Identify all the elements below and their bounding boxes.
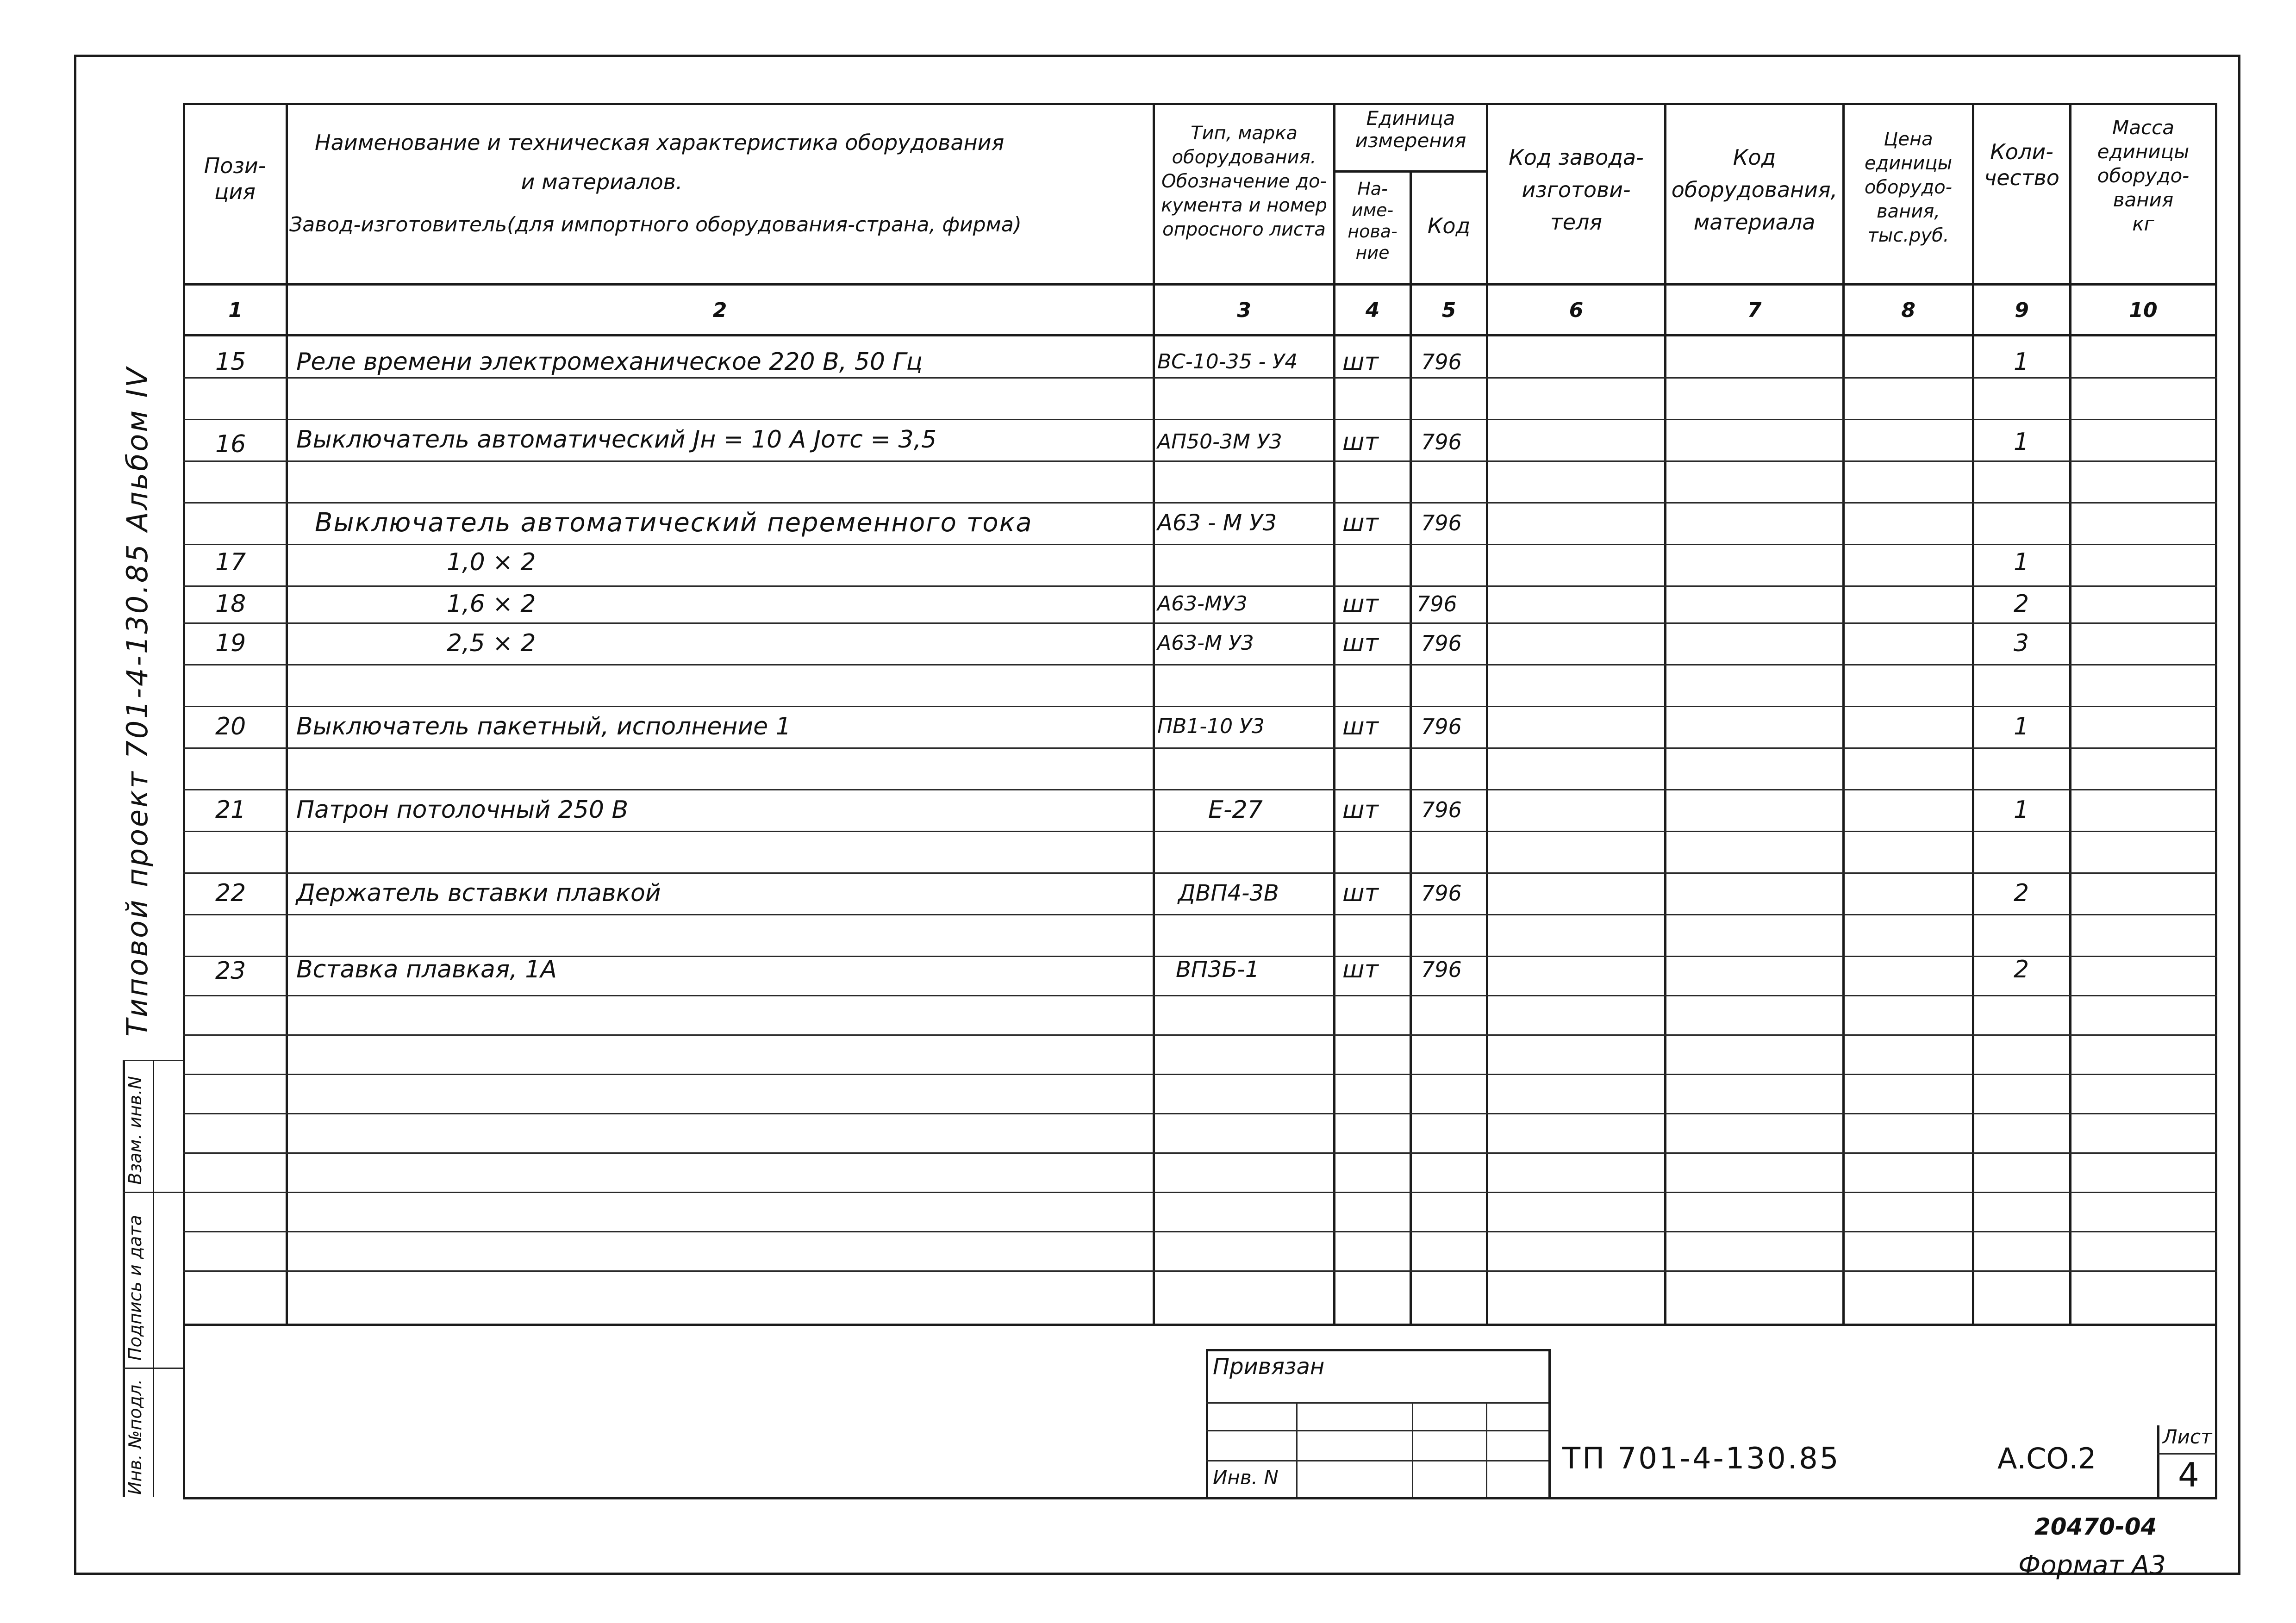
row-name: Выключатель автоматический переменного тока — [315, 508, 1033, 538]
row-type: А63-МУ3 — [1157, 592, 1248, 616]
row-position: 15 — [215, 348, 246, 376]
row-qty: 1 — [2014, 348, 2029, 376]
row-qty: 1 — [2014, 713, 2029, 740]
row-code: 796 — [1421, 510, 1462, 535]
row-name: Выключатель автоматический Jн = 10 А Jотс = 3,5 — [296, 426, 937, 454]
row-position: 20 — [215, 713, 246, 740]
row-qty: 3 — [2014, 629, 2029, 657]
row-code: 796 — [1421, 349, 1462, 374]
row-name: Выключатель пакетный, исполнение 1 — [296, 713, 791, 740]
header-position: Пози- ция — [204, 153, 266, 204]
row-code: 796 — [1421, 797, 1462, 822]
row-code: 796 — [1421, 957, 1462, 982]
colnum-7: 7 — [1747, 298, 1762, 322]
colnum-8: 8 — [1901, 298, 1915, 322]
stamp-project-code: ТП 701-4-130.85 — [1562, 1442, 1841, 1476]
header-price: Цена единицы оборудо- вания, тыс.руб. — [1864, 129, 1953, 246]
row-unit: шт — [1342, 713, 1379, 740]
stamp-privyazan: Привязан — [1213, 1354, 1325, 1380]
row-position: 23 — [215, 957, 246, 985]
row-position: 19 — [215, 629, 246, 657]
row-unit: шт — [1342, 590, 1379, 618]
colnum-1: 1 — [228, 298, 243, 322]
row-qty: 2 — [2014, 956, 2029, 983]
row-code: 796 — [1421, 881, 1462, 906]
row-position: 16 — [215, 430, 246, 458]
row-type: Е-27 — [1208, 796, 1263, 824]
row-position: 18 — [215, 590, 246, 618]
row-name: 1,0 × 2 — [447, 548, 536, 576]
colnum-10: 10 — [2129, 298, 2158, 322]
row-code: 796 — [1421, 631, 1462, 656]
row-type: А63 - М У3 — [1157, 510, 1277, 536]
row-code: 796 — [1421, 714, 1462, 739]
row-code: 796 — [1421, 429, 1462, 454]
colnum-5: 5 — [1441, 298, 1456, 322]
header-factory-code: Код завода- изготови- теля — [1509, 145, 1644, 235]
row-position: 22 — [215, 879, 246, 907]
side-stamp-vzam: Взам. инв.N — [125, 1076, 145, 1185]
header-unit-code: Код — [1427, 213, 1471, 238]
numrow-bottom — [183, 334, 2217, 336]
row-type: ПВ1-10 У3 — [1157, 715, 1265, 738]
row-type: ДВП4-3В — [1178, 880, 1279, 906]
row-qty: 2 — [2014, 590, 2029, 618]
header-unit-group: Единица измерения — [1355, 107, 1466, 152]
row-unit: шт — [1342, 879, 1379, 907]
table-top — [183, 103, 2217, 105]
row-type: А63-М У3 — [1157, 631, 1254, 655]
colnum-4: 4 — [1365, 298, 1380, 322]
row-qty: 1 — [2014, 796, 2029, 824]
row-position: 21 — [215, 796, 246, 824]
stamp-inv: Инв. N — [1213, 1466, 1279, 1489]
row-unit: шт — [1342, 629, 1379, 657]
footer-order-number: 20470-04 — [2034, 1513, 2157, 1540]
row-unit: шт — [1342, 956, 1379, 983]
row-position: 17 — [215, 548, 246, 576]
colnum-2: 2 — [712, 298, 727, 322]
row-type: ВС-10-35 - У4 — [1157, 350, 1298, 373]
header-bottom — [183, 283, 2217, 286]
row-qty: 1 — [2014, 548, 2029, 576]
colnum-9: 9 — [2015, 298, 2029, 322]
row-qty: 1 — [2014, 428, 2029, 456]
stamp-sheet-number: 4 — [2178, 1455, 2199, 1494]
stamp-sheet-label: Лист — [2163, 1425, 2212, 1448]
colnum-3: 3 — [1237, 298, 1251, 322]
row-name: Реле времени электромеханическое 220 В, 50 Гц — [296, 348, 923, 376]
colnum-6: 6 — [1569, 298, 1584, 322]
row-code: 796 — [1416, 591, 1457, 616]
header-quantity: Коли- чество — [1984, 139, 2059, 190]
row-type: ВП3Б-1 — [1176, 957, 1260, 983]
row-name: Вставка плавкая, 1А — [296, 956, 557, 983]
frame-left — [74, 55, 76, 1573]
side-stamp-podpis: Подпись и дата — [125, 1215, 145, 1361]
header-name-line2: и материалов. — [521, 169, 683, 194]
row-type: АП50-3М У3 — [1157, 430, 1282, 454]
header-mass: Масса единицы оборудо- вания кг — [2097, 116, 2190, 235]
row-name: 2,5 × 2 — [447, 629, 536, 657]
side-stamp-inv: Инв. №подл. — [125, 1379, 145, 1495]
frame-top — [74, 55, 2240, 57]
side-project-label: Типовой проект 701-4-130.85 Альбом IV — [120, 366, 154, 1037]
header-type: Тип, марка оборудования. Обозначение до- кумента и номер опросного листа — [1161, 123, 1327, 240]
row-unit: шт — [1342, 509, 1379, 537]
stamp-sheet-code: А.СО.2 — [1997, 1442, 2096, 1475]
header-unit-name: На- име- нова- ние — [1348, 179, 1398, 263]
row-unit: шт — [1342, 428, 1379, 456]
frame-bottom — [74, 1573, 2240, 1575]
row-qty: 2 — [2014, 879, 2029, 907]
row-name: Патрон потолочный 250 В — [296, 796, 629, 824]
row-unit: шт — [1342, 796, 1379, 824]
header-equipment-code: Код оборудования, материала — [1671, 145, 1838, 235]
header-name-line1: Наименование и техническая характеристика оборудования — [315, 130, 1004, 155]
table-right — [2215, 103, 2217, 1498]
footer-format: Формат А3 — [2018, 1550, 2166, 1580]
row-name: Держатель вставки плавкой — [296, 879, 661, 907]
row-unit: шт — [1342, 348, 1379, 376]
header-name-line3: Завод-изготовитель(для импортного оборудования-страна, фирма) — [289, 213, 1022, 236]
frame-right — [2238, 55, 2240, 1575]
row-name: 1,6 × 2 — [447, 590, 536, 618]
